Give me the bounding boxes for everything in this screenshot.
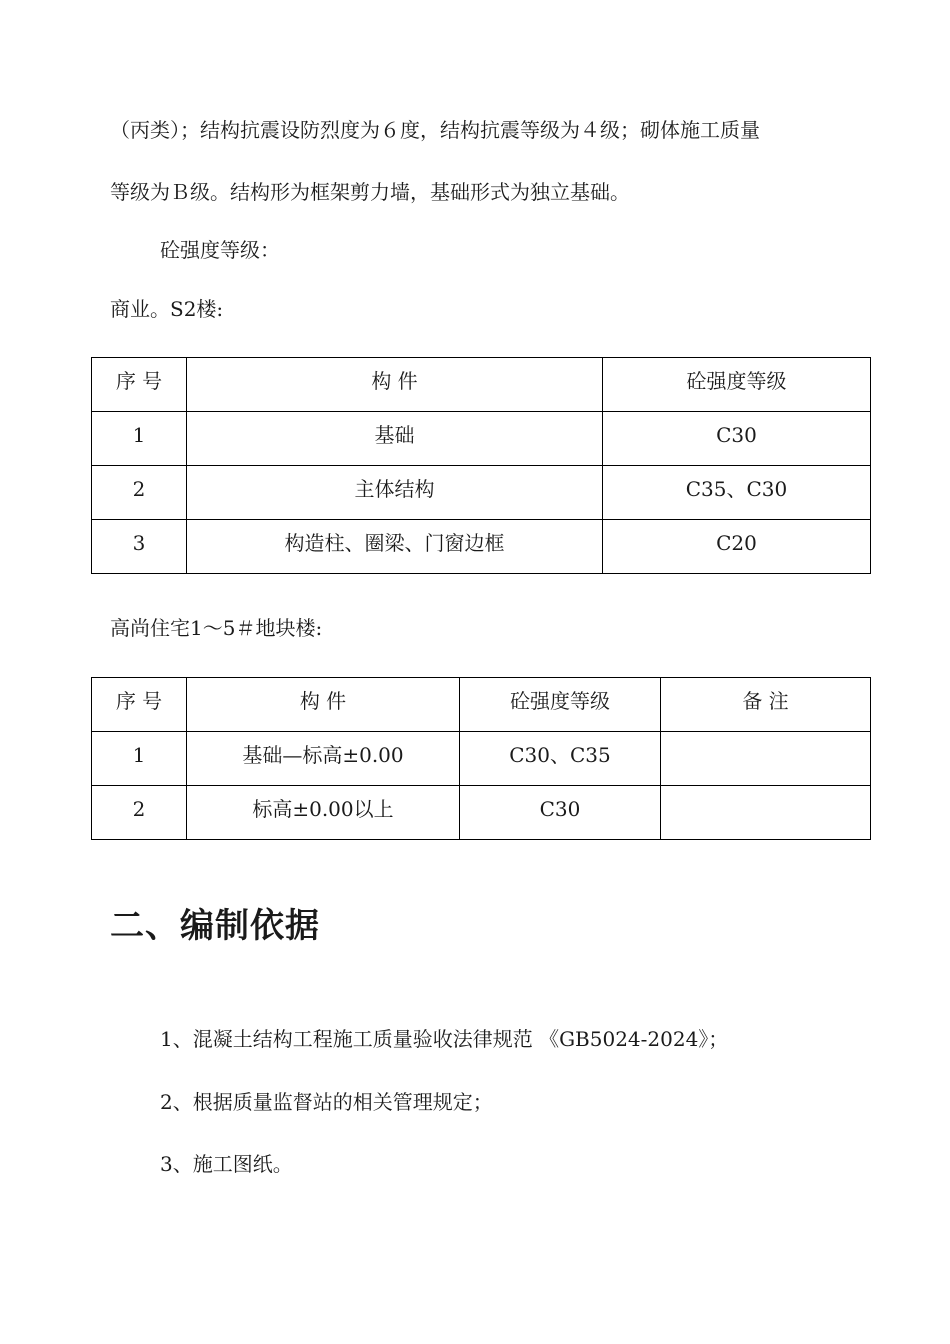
table-row	[92, 520, 871, 574]
table-cell: C35、C30	[603, 466, 871, 520]
table-row	[92, 466, 871, 520]
header-cell: 砼强度等级	[603, 358, 871, 412]
concrete-grade-table-commercial	[91, 357, 871, 574]
table-cell: 基础—标高±0.00	[187, 732, 460, 786]
paragraph-line-1: （丙类）；结构抗震设防烈度为６度，结构抗震等级为４级；砌体施工质量	[110, 118, 760, 142]
concrete-grade-table-residential	[91, 677, 871, 840]
table-cell: C30、C35	[460, 732, 661, 786]
list-item: 2、根据质量监督站的相关管理规定；	[160, 1090, 493, 1114]
header-cell: 构 件	[187, 678, 460, 732]
table-cell	[661, 732, 871, 786]
table-cell: 构造柱、圈梁、门窗边框	[187, 520, 603, 574]
table-row	[92, 732, 871, 786]
concrete-grade-label: 砼强度等级：	[160, 238, 280, 262]
list-item: 3、施工图纸。	[160, 1152, 293, 1176]
table-cell: 2	[92, 466, 187, 520]
table-cell	[661, 786, 871, 840]
header-cell: 构 件	[187, 358, 603, 412]
table-cell: 3	[92, 520, 187, 574]
table-cell: C20	[603, 520, 871, 574]
header-cell: 备 注	[661, 678, 871, 732]
header-cell: 序 号	[92, 678, 187, 732]
list-item: 1、混凝土结构工程施工质量验收法律规范 《GB5024-2024》；	[160, 1027, 729, 1051]
section-heading: 二、编制依据	[110, 906, 320, 946]
table-cell: C30	[460, 786, 661, 840]
table-header-row	[92, 678, 871, 732]
paragraph-line-2: 等级为Ｂ级。结构形为框架剪力墙，基础形式为独立基础。	[110, 180, 630, 204]
commercial-building-label: 商业。S2楼:	[110, 297, 224, 321]
table-header-row	[92, 358, 871, 412]
table-row	[92, 412, 871, 466]
residential-building-label: 高尚住宅1～5＃地块楼:	[110, 616, 323, 640]
table-cell: 基础	[187, 412, 603, 466]
header-cell: 砼强度等级	[460, 678, 661, 732]
table-row	[92, 786, 871, 840]
table-cell: 标高±0.00以上	[187, 786, 460, 840]
table-cell: 1	[92, 412, 187, 466]
table-cell: 2	[92, 786, 187, 840]
header-cell: 序 号	[92, 358, 187, 412]
table-cell: C30	[603, 412, 871, 466]
table-cell: 主体结构	[187, 466, 603, 520]
table-cell: 1	[92, 732, 187, 786]
